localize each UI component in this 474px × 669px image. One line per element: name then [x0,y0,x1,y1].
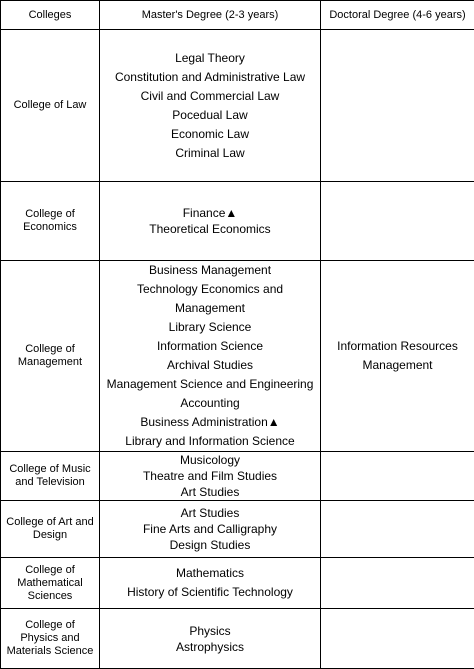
table-row [1,261,474,452]
doctoral-programs [321,182,474,261]
master-program-item: Legal Theory [100,49,320,68]
master-program-item: Civil and Commercial Law [100,87,320,106]
college-name: College of Economics [1,182,100,261]
master-program-item: Accounting [100,394,320,413]
master-programs [100,452,321,501]
doctoral-programs [321,261,474,452]
table-row [1,558,474,609]
table-row [1,182,474,261]
master-program-item: Management [100,299,320,318]
master-program-item: Theoretical Economics [100,221,320,237]
master-program-item: Pocedual Law [100,106,320,125]
master-program-item: Criminal Law [100,144,320,163]
master-program-item: Business Management [100,261,320,280]
master-program-item: Information Science [100,337,320,356]
master-programs [100,558,321,609]
table-row [1,30,474,182]
header-master-degree: Master's Degree (2-3 years) [100,1,321,30]
doctoral-programs [321,609,474,669]
master-programs [100,261,321,452]
master-program-item: Musicology [100,452,320,468]
header-row [1,1,474,30]
college-name: College of Music and Television [1,452,100,501]
master-programs [100,30,321,182]
master-program-item: Theatre and Film Studies [100,468,320,484]
master-program-item: Design Studies [100,537,320,553]
doctoral-programs [321,558,474,609]
table-row [1,609,474,669]
college-name: College of Mathematical Sciences [1,558,100,609]
master-program-item: Art Studies [100,505,320,521]
college-name: College of Management [1,261,100,452]
master-program-item: Constitution and Administrative Law [100,68,320,87]
master-program-item: Technology Economics and [100,280,320,299]
master-program-item: Management Science and Engineering [100,375,320,394]
master-program-item: Mathematics [100,564,320,583]
header-doctoral-degree: Doctoral Degree (4-6 years) [321,1,474,30]
doctoral-programs [321,501,474,558]
master-programs [100,609,321,669]
doctoral-program-item: Information Resources [321,337,474,356]
master-program-item: Library Science [100,318,320,337]
master-program-item: Astrophysics [100,639,320,655]
master-program-item: History of Scientific Technology [100,583,320,602]
master-program-item: Archival Studies [100,356,320,375]
college-name: College of Art and Design [1,501,100,558]
master-program-item: Library and Information Science [100,432,320,451]
master-program-item: Business Administration▲ [100,413,320,432]
master-program-item: Economic Law [100,125,320,144]
master-program-item: Fine Arts and Calligraphy [100,521,320,537]
doctoral-program-item: Management [321,356,474,375]
table-row [1,452,474,501]
college-name: College of Physics and Materials Science [1,609,100,669]
header-colleges: Colleges [1,1,100,30]
college-name: College of Law [1,30,100,182]
master-program-item: Finance▲ [100,205,320,221]
master-program-item: Art Studies [100,484,320,500]
doctoral-programs [321,30,474,182]
doctoral-programs [321,452,474,501]
table-row [1,501,474,558]
master-programs [100,501,321,558]
master-program-item: Physics [100,623,320,639]
master-programs [100,182,321,261]
